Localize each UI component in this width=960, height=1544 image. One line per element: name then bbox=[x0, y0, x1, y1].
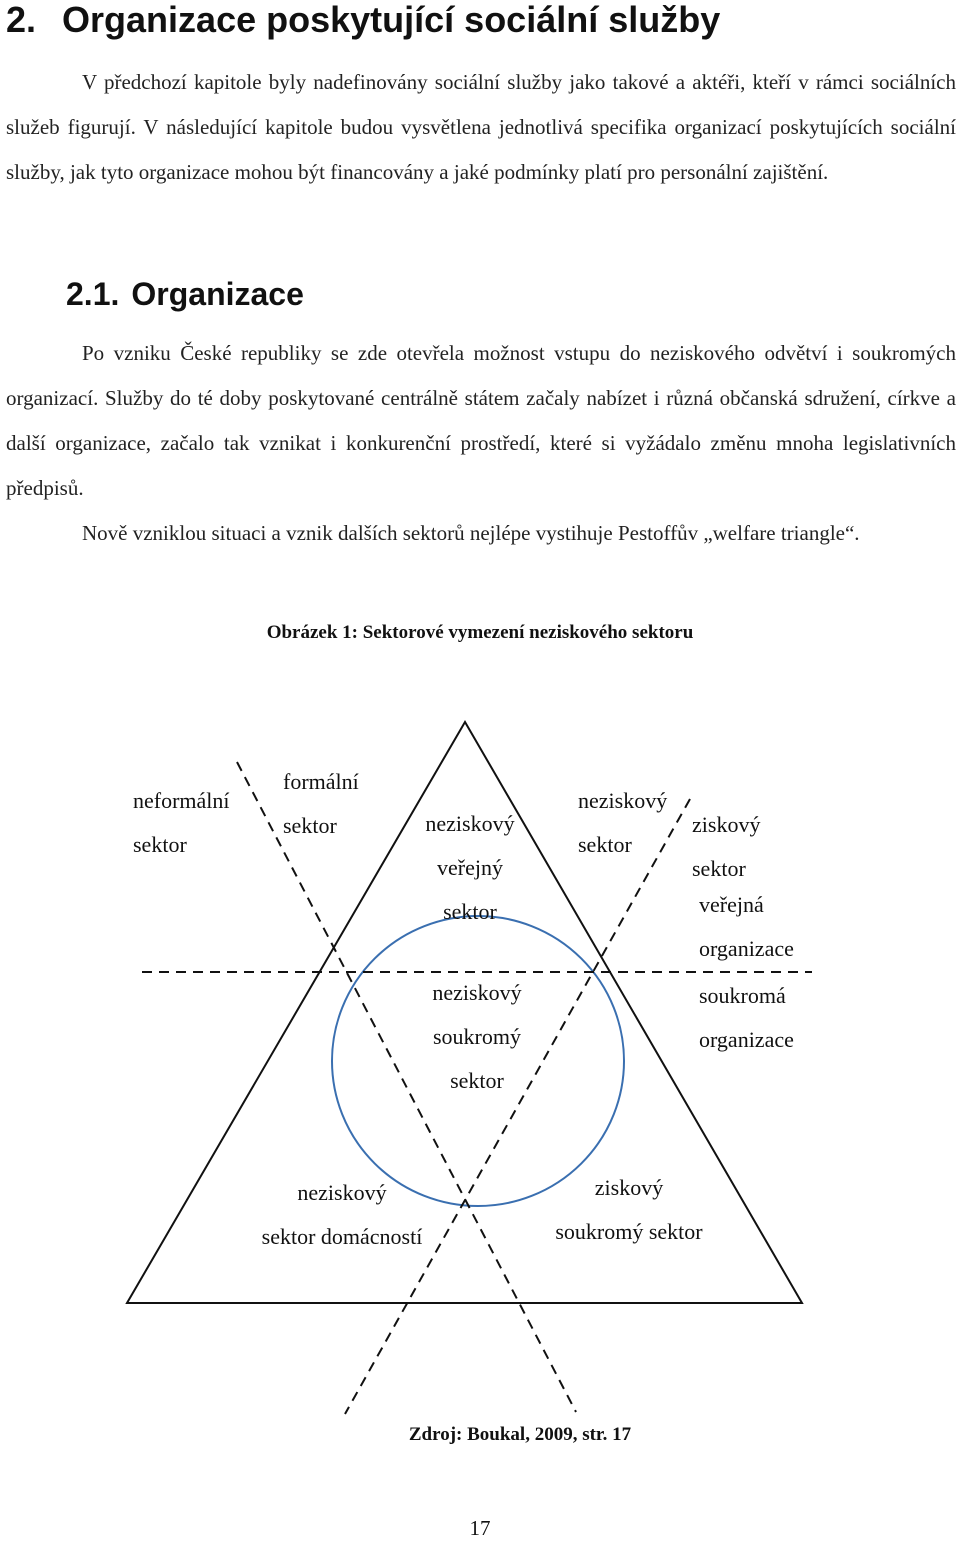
label-nonprofit-sector: neziskový sektor bbox=[578, 788, 668, 857]
section-paragraph-2-text: Nově vzniklou situaci a vznik dalších sektorů nejlépe vystihuje Pestoffův „welfare triangle“. bbox=[82, 521, 860, 545]
label-household-sector: neziskový sektor domácností bbox=[261, 1180, 423, 1249]
label-private-nonprofit-sector: neziskový soukromý sektor bbox=[432, 980, 522, 1093]
label-profit-sector: ziskový sektor bbox=[692, 812, 761, 881]
chapter-title: Organizace poskytující sociální služby bbox=[62, 0, 721, 40]
figure-source: Zdroj: Boukal, 2009, str. 17 bbox=[408, 1424, 632, 1445]
label-public-organization: veřejná organizace bbox=[699, 892, 794, 961]
figure-caption: Obrázek 1: Sektorové vymezení neziskového sektoru bbox=[266, 622, 694, 643]
section-title: Organizace bbox=[131, 276, 304, 312]
chapter-intro-text: V předchozí kapitole byly nadefinovány sociální služby jako takové a aktéři, kteří v rámci sociálních služeb figurují. V následující kapitole budou vysvětlena jednotlivá specifika organizací poskytujících sociální služby, jak tyto organizace mohou být financovány a jaké podmínky platí pro personální zajištění. bbox=[6, 70, 956, 184]
label-public-nonprofit-sector: neziskový veřejný sektor bbox=[425, 811, 515, 924]
label-informal-sector: neformální sektor bbox=[133, 788, 230, 857]
page-number: 17 bbox=[469, 1516, 491, 1540]
section-paragraph-1-text: Po vzniku České republiky se zde otevřela možnost vstupu do neziskového odvětví i soukromých organizací. Služby do té doby poskytované centrálně státem začaly nabízet i různá občanská sdružení, církve a další organizace, začalo tak vznikat i konkurenční prostředí, které si vyžádalo změnu mnoha legislativních předpisů. bbox=[6, 341, 956, 500]
section-number: 2.1. bbox=[66, 276, 120, 312]
label-private-organization: soukromá organizace bbox=[699, 983, 794, 1052]
label-formal-sector: formální sektor bbox=[283, 769, 359, 838]
chapter-number: 2. bbox=[6, 0, 37, 40]
label-private-profit-sector: ziskový soukromý sektor bbox=[555, 1175, 703, 1244]
